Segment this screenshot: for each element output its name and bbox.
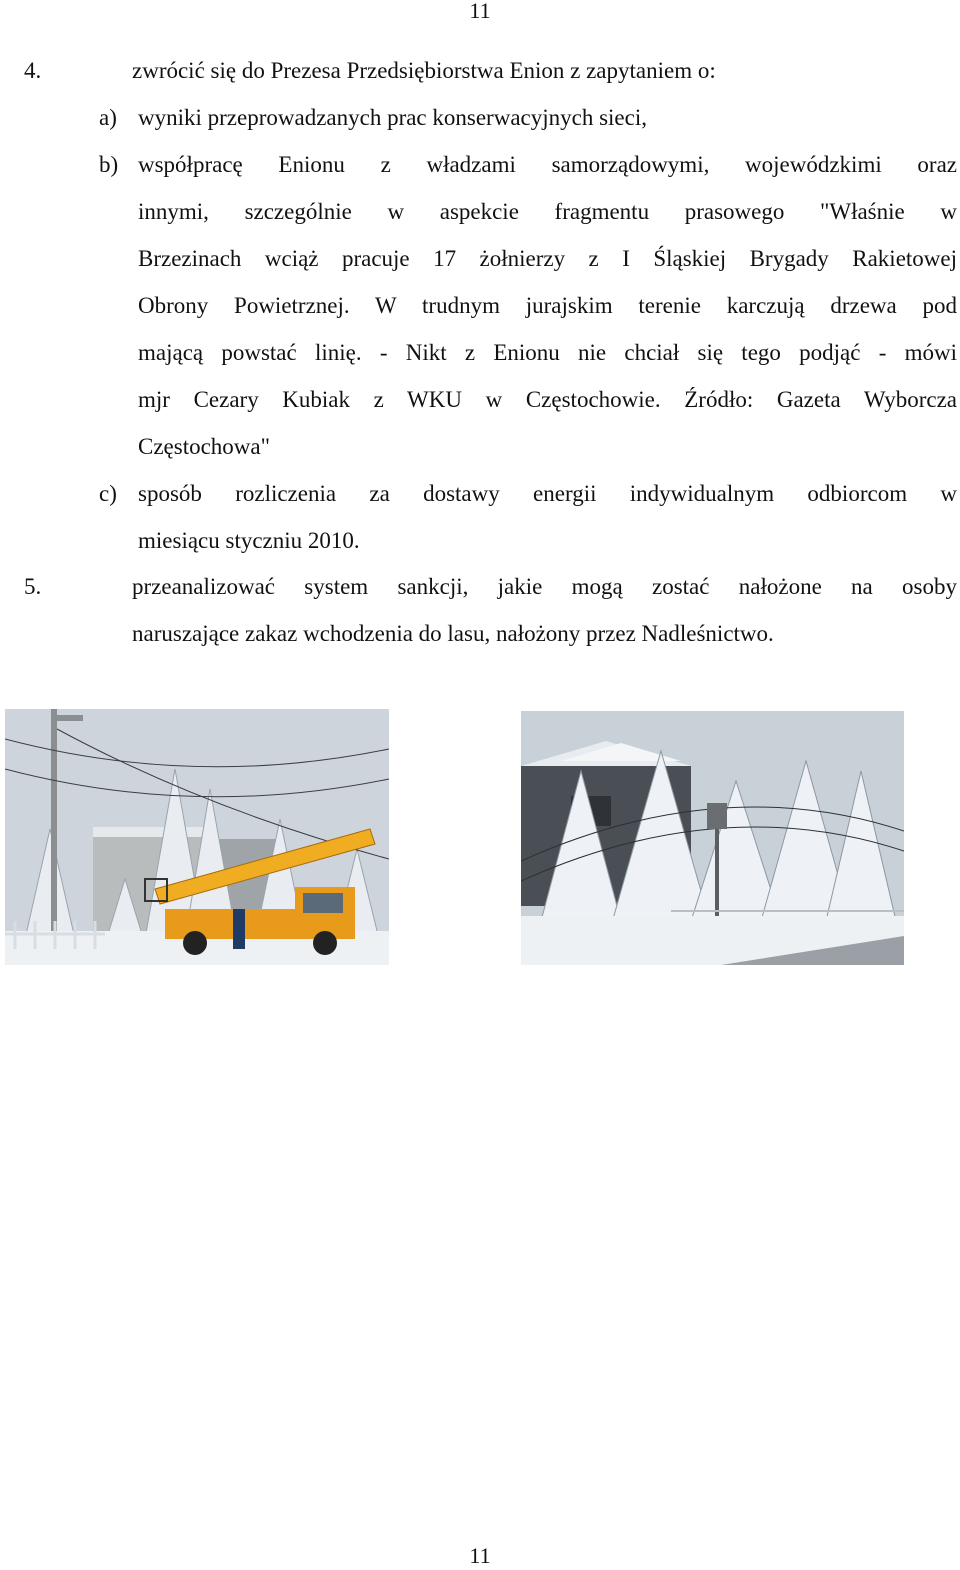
subitem-a-line-1: wyniki przeprowadzanych prac konserwacyjnych sieci, xyxy=(138,105,647,130)
subitem-c-label: c) xyxy=(99,481,117,506)
page-number-top: 11 xyxy=(469,0,491,23)
subitem-a-label: a) xyxy=(99,105,117,130)
photo-repair-truck xyxy=(5,709,389,965)
subitem-b-line-1: współpracę Enionu z władzami samorządowymi, wojewódzkimi oraz xyxy=(138,152,957,177)
subitem-b-line-6: mjr Cezary Kubiak z WKU w Częstochowie. Źródło: Gazeta Wyborcza xyxy=(138,387,957,412)
subitem-c-line-1: sposób rozliczenia za dostawy energii indywidualnym odbiorcom w xyxy=(138,481,957,506)
item-5-line-1: przeanalizować system sankcji, jakie mogą zostać nałożone na osoby xyxy=(132,574,957,599)
subitem-b-line-3: Brzezinach wciąż pracuje 17 żołnierzy z I Śląskiej Brygady Rakietowej xyxy=(138,246,957,271)
subitem-b-line-2: innymi, szczególnie w aspekcie fragmentu prasowego "Właśnie w xyxy=(138,199,957,224)
subitem-b-label: b) xyxy=(99,152,119,177)
item-5-line-2: naruszające zakaz wchodzenia do lasu, nałożony przez Nadleśnictwo. xyxy=(132,621,774,646)
photo-snowy-trees xyxy=(521,711,904,965)
subitem-b-line-5: mającą powstać linię. - Nikt z Enionu nie chciał się tego podjąć - mówi xyxy=(138,340,957,365)
subitem-b-line-7: Częstochowa" xyxy=(138,434,271,459)
page-number-bottom: 11 xyxy=(469,1543,491,1568)
item-5-number: 5. xyxy=(24,574,42,599)
item-4-text: zwrócić się do Prezesa Przedsiębiorstwa Enion z zapytaniem o: xyxy=(132,58,716,83)
item-4-number: 4. xyxy=(24,58,42,83)
subitem-b-line-4: Obrony Powietrznej. W trudnym jurajskim terenie karczują drzewa pod xyxy=(138,293,957,318)
subitem-c-line-2: miesiącu styczniu 2010. xyxy=(138,528,360,553)
